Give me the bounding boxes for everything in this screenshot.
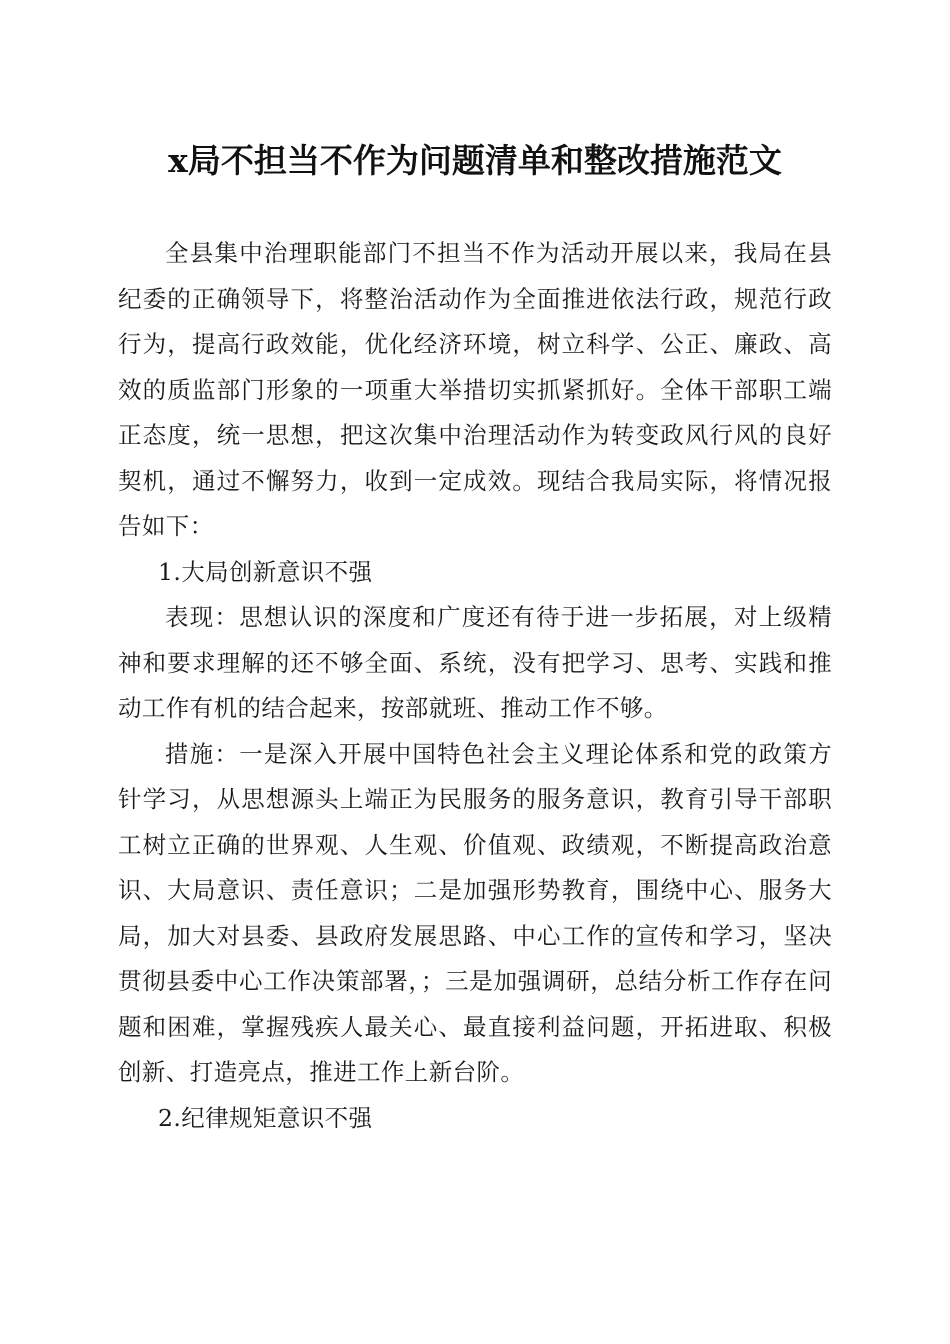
intro-paragraph: 全县集中治理职能部门不担当不作为活动开展以来，我局在县纪委的正确领导下，将整治活动作为全面推进依法行政，规范行政行为，提高行政效能，优化经济环境，树立科学、公正、廉政、高效的质监部门形象的一项重大举措切实抓紧抓好。全体干部职工端正态度，统一思想，把这次集中治理活动作为转变政风行风的良好契机，通过不懈努力，收到一定成效。现结合我局实际，将情况报告如下：: [118, 239, 832, 540]
section-1-heading: 1.大局创新意识不强: [158, 557, 373, 586]
section-1-measures-paragraph: 措施：一是深入开展中国特色社会主义理论体系和党的政策方针学习，从思想源头上端正为民服务的服务意识，教育引导干部职工树立正确的世界观、人生观、价值观、政绩观，不断提高政治意识、大局意识、责任意识；二是加强形势教育，围绕中心、服务大局，加大对县委、县政府发展思路、中心工作的宣传和学习，坚决贯彻县委中心工作决策部署，；三是加强调研，总结分析工作存在问题和困难，掌握残疾人最关心、最直接利益问题，开拓进取、积极创新、打造亮点，推进工作上新台阶。: [118, 739, 832, 1086]
document-title: x局不担当不作为问题清单和整改措施范文: [168, 141, 782, 180]
document-body: [118, 231, 832, 1141]
section-1-problem-paragraph: 表现：思想认识的深度和广度还有待于进一步拓展，对上级精神和要求理解的还不够全面、系统，没有把学习、思考、实践和推动工作有机的结合起来，按部就班、推动工作不够。: [118, 603, 832, 722]
section-2-heading: 2.纪律规矩意识不强: [158, 1103, 373, 1132]
